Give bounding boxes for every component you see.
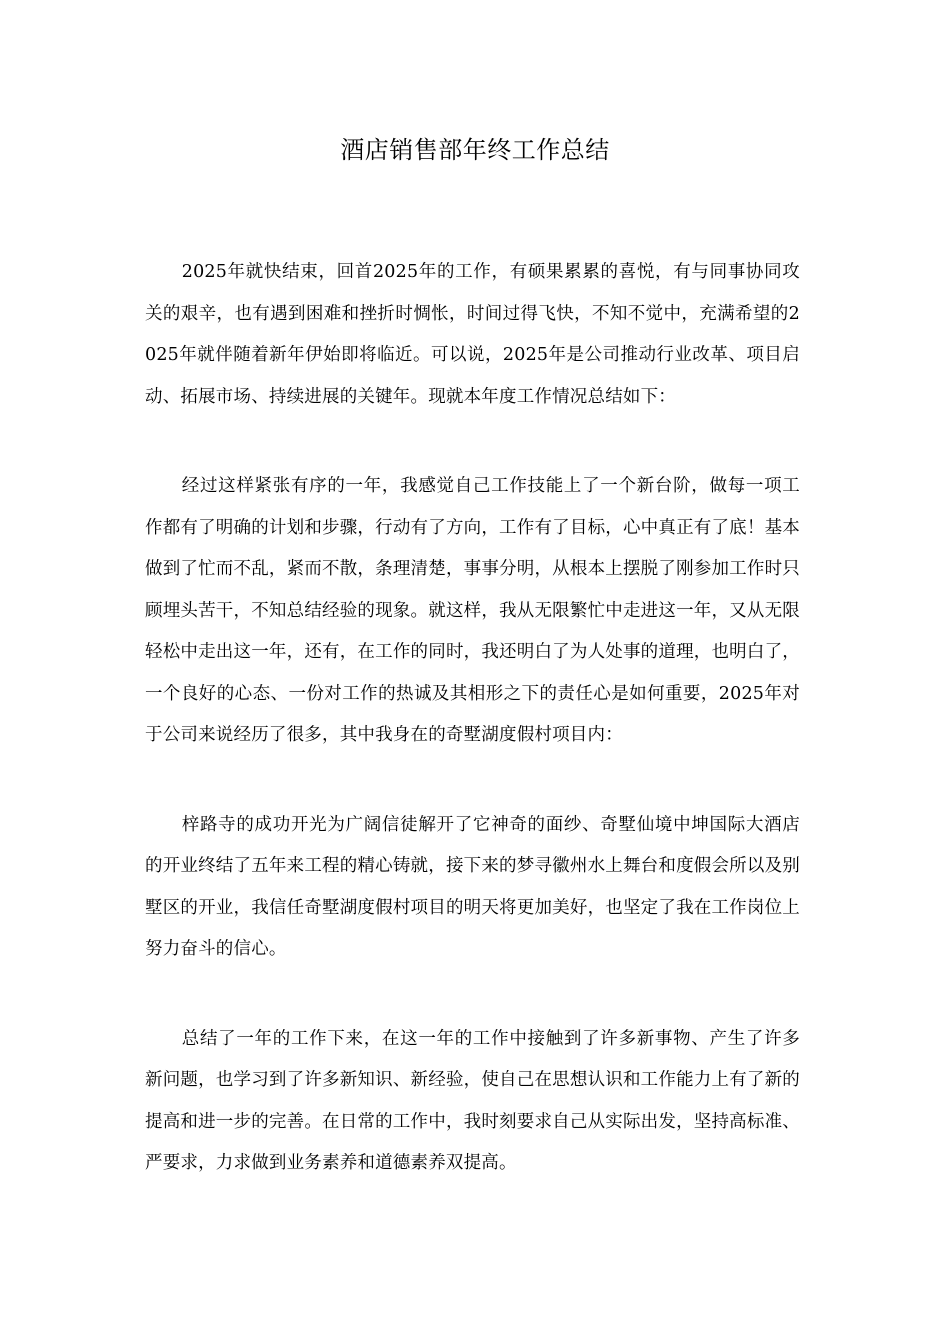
document-body bbox=[145, 252, 800, 1233]
paragraph-2: 经过这样紧张有序的一年，我感觉自己工作技能上了一个新台阶，做每一项工作都有了明确的计划和步骤，行动有了方向，工作有了目标，心中真正有了底！基本做到了忙而不乱，紧而不散，条理清楚，事事分明，从根本上摆脱了刚参加工作时只顾埋头苦干，不知总结经验的现象。就这样，我从无限繁忙中走进这一年，又从无限轻松中走出这一年，还有，在工作的同时，我还明白了为人处事的道理，也明白了，一个良好的心态、一份对工作的热诚及其相形之下的责任心是如何重要，2025年对于公司来说经历了很多，其中我身在的奇墅湖度假村项目内： bbox=[145, 476, 800, 745]
paragraph-4: 总结了一年的工作下来，在这一年的工作中接触到了许多新事物、产生了许多新问题，也学习到了许多新知识、新经验，使自己在思想认识和工作能力上有了新的提高和进一步的完善。在日常的工作中，我时刻要求自己从实际出发，坚持高标准、严要求，力求做到业务素养和道德素养双提高。 bbox=[145, 1028, 800, 1173]
paragraph-3: 梓路寺的成功开光为广阔信徒解开了它神奇的面纱、奇墅仙境中坤国际大酒店的开业终结了五年来工程的精心铸就，接下来的梦寻徽州水上舞台和度假会所以及别墅区的开业，我信任奇墅湖度假村项目的明天将更加美好，也坚定了我在工作岗位上努力奋斗的信心。 bbox=[145, 814, 800, 959]
paragraph-1: 2025年就快结束，回首2025年的工作，有硕果累累的喜悦，有与同事协同攻关的艰辛，也有遇到困难和挫折时惆怅，时间过得飞快，不知不觉中，充满希望的2025年就伴随着新年伊始即将临近。可以说，2025年是公司推动行业改革、项目启动、拓展市场、持续进展的关键年。现就本年度工作情况总结如下： bbox=[145, 262, 800, 407]
document-title: 酒店销售部年终工作总结 bbox=[340, 136, 610, 164]
